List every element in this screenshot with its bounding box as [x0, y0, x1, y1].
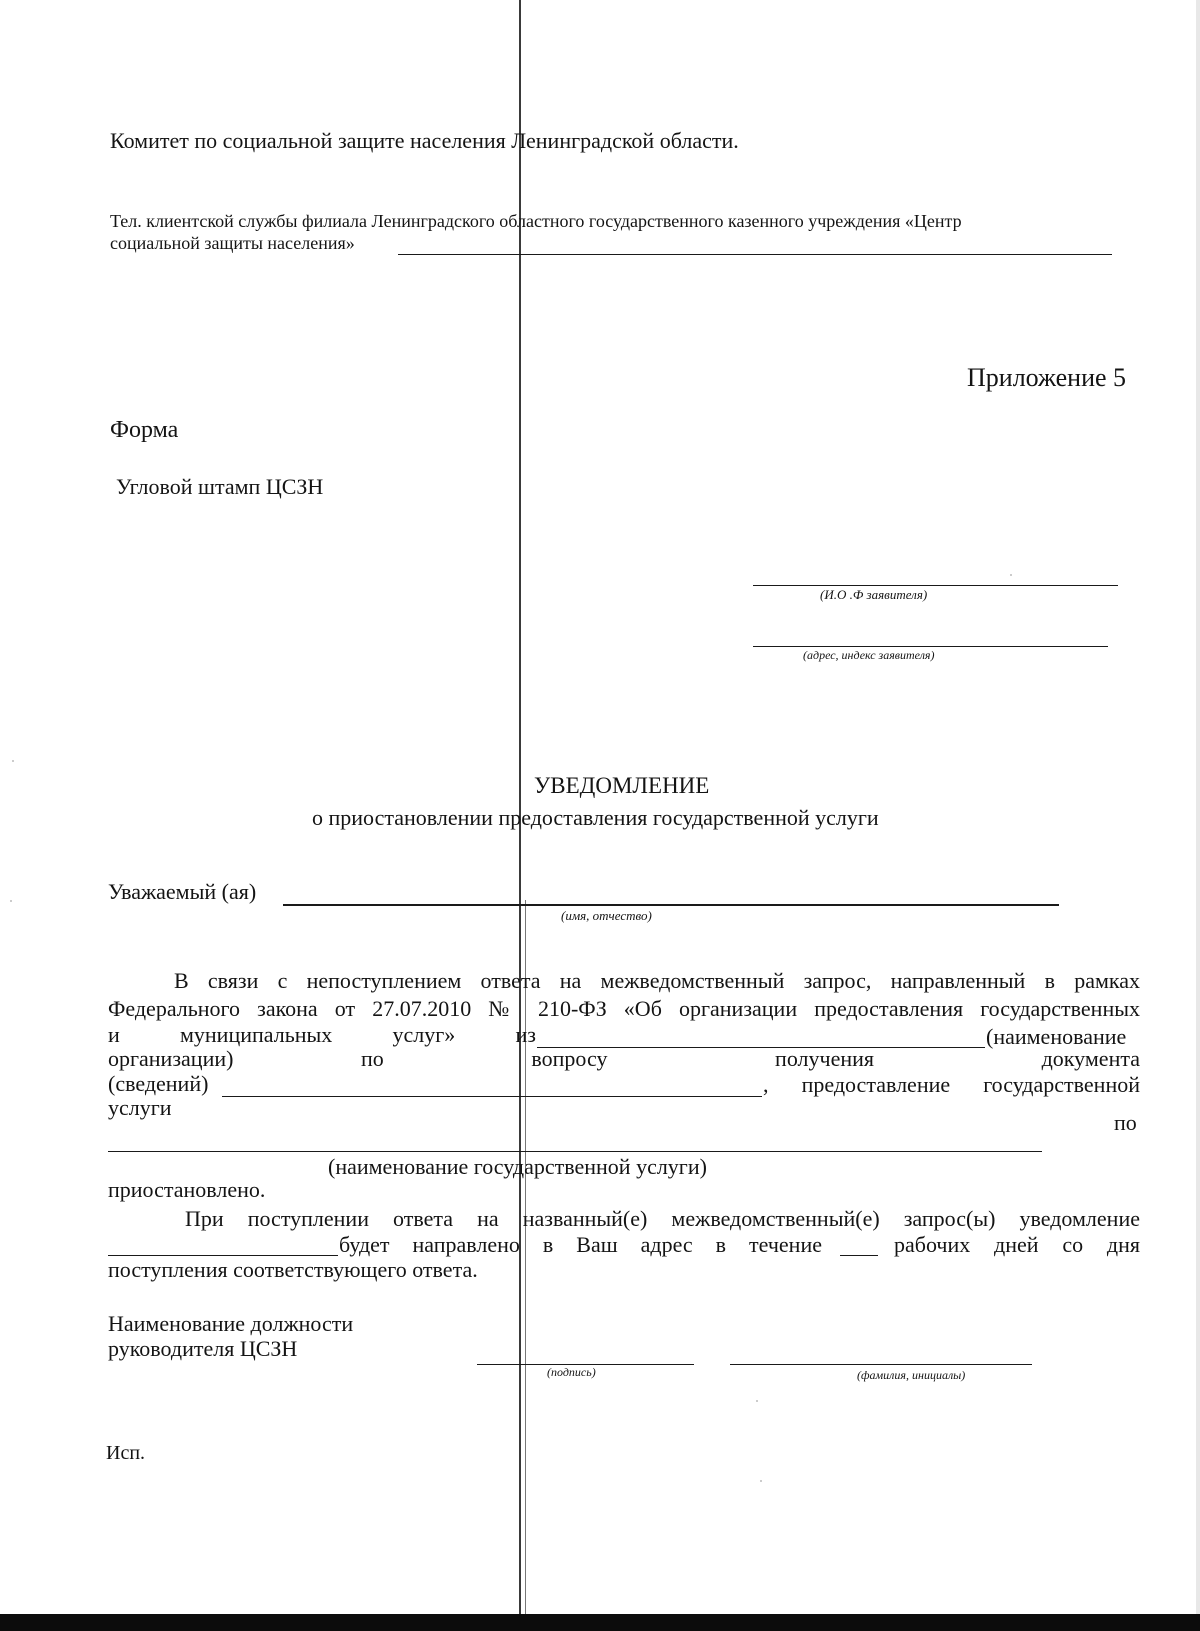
word: вопросу — [531, 1046, 608, 1071]
body-line-4-words — [108, 1046, 1140, 1072]
recipient-address-caption: (адрес, индекс заявителя) — [803, 648, 935, 662]
para2-line-2-tail — [894, 1232, 1140, 1258]
form-label: Форма — [110, 417, 179, 443]
position-line-1: Наименование должности — [108, 1311, 354, 1336]
appendix-label: Приложение 5 — [967, 363, 1127, 392]
body-line-1 — [174, 968, 1140, 994]
para2-line-2-mid-text: будет направлено в Ваш адрес в течение — [339, 1232, 822, 1257]
word: муниципальных — [179, 1022, 333, 1047]
greeting-label: Уважаемый (ая) — [108, 879, 257, 904]
word: и — [108, 1022, 120, 1047]
word: документа — [1041, 1046, 1140, 1071]
body-line-3-tail: (наименование — [986, 1024, 1127, 1049]
scan-edge — [1196, 0, 1200, 1631]
notice-heading: УВЕДОМЛЕНИЕ — [534, 773, 710, 798]
para2-line-2-mid — [339, 1232, 822, 1258]
days-blank — [840, 1255, 878, 1256]
phone-line-1: Тел. клиентской службы филиала Ленинградского областного государственного казенного учреждения «Центр — [110, 211, 962, 231]
body-line-5-tail — [763, 1072, 1140, 1098]
para2-line-3: поступления соответствующего ответа. — [108, 1257, 478, 1282]
service-caption: (наименование государственной услуги) — [328, 1154, 707, 1179]
body-line-5-tail-text: , предоставление государственной — [763, 1072, 1140, 1097]
recipient-name-caption: (И.О .Ф заявителя) — [820, 587, 928, 602]
body-line-3-words — [108, 1022, 536, 1048]
committee-name: Комитет по социальной защите населения Ленинградской области. — [110, 128, 739, 153]
para2-line-1 — [185, 1206, 1140, 1232]
executor-label: Исп. — [106, 1442, 146, 1464]
scan-speck — [756, 1400, 758, 1402]
signature-caption: (подпись) — [547, 1365, 596, 1379]
para2-line-2-tail-text: рабочих дней со дня — [894, 1232, 1140, 1257]
notice-subheading: о приостановлении предоставления государственной услуги — [312, 805, 879, 830]
phone-line-2: социальной защиты населения» — [110, 233, 355, 253]
body-line-1-text: В связи с непоступлением ответа на межведомственный запрос, направленный в рамках — [174, 968, 1140, 993]
body-line-6-left: услуги — [108, 1095, 172, 1120]
stamp-label: Угловой штамп ЦСЗН — [116, 474, 324, 499]
body-line-6-right: по — [1114, 1110, 1137, 1135]
body-line-2-text: Федерального закона от 27.07.2010 № 210-ФЗ «Об организации предоставления государственных — [108, 996, 1140, 1021]
name-initials-blank — [730, 1364, 1032, 1365]
word: организации) — [108, 1046, 234, 1071]
word: из — [515, 1022, 536, 1047]
service-blank — [108, 1151, 1042, 1152]
scan-speck — [1010, 574, 1012, 576]
greeting-caption: (имя, отчество) — [561, 908, 652, 923]
para2-line-1-text: При поступлении ответа на названный(е) межведомственный(е) запрос(ы) уведомление — [185, 1206, 1140, 1231]
recipient-name-blank — [753, 585, 1118, 586]
word: получения — [775, 1046, 875, 1071]
word: по — [361, 1046, 384, 1071]
notice-method-blank — [108, 1255, 338, 1256]
scan-speck — [10, 900, 12, 902]
scan-bottom-bar — [0, 1614, 1200, 1631]
greeting-blank — [283, 904, 1059, 906]
word: услуг» — [392, 1022, 456, 1047]
body-line-2 — [108, 996, 1140, 1022]
body-line-5-lead: (сведений) — [108, 1071, 209, 1096]
scan-speck — [12, 760, 14, 762]
scan-speck — [760, 1480, 762, 1482]
phone-blank — [398, 254, 1112, 255]
document-blank — [222, 1096, 762, 1097]
name-initials-caption: (фамилия, инициалы) — [857, 1368, 966, 1382]
position-line-2: руководителя ЦСЗН — [108, 1336, 298, 1361]
recipient-address-blank — [753, 646, 1108, 647]
suspended-text: приостановлено. — [108, 1177, 266, 1202]
